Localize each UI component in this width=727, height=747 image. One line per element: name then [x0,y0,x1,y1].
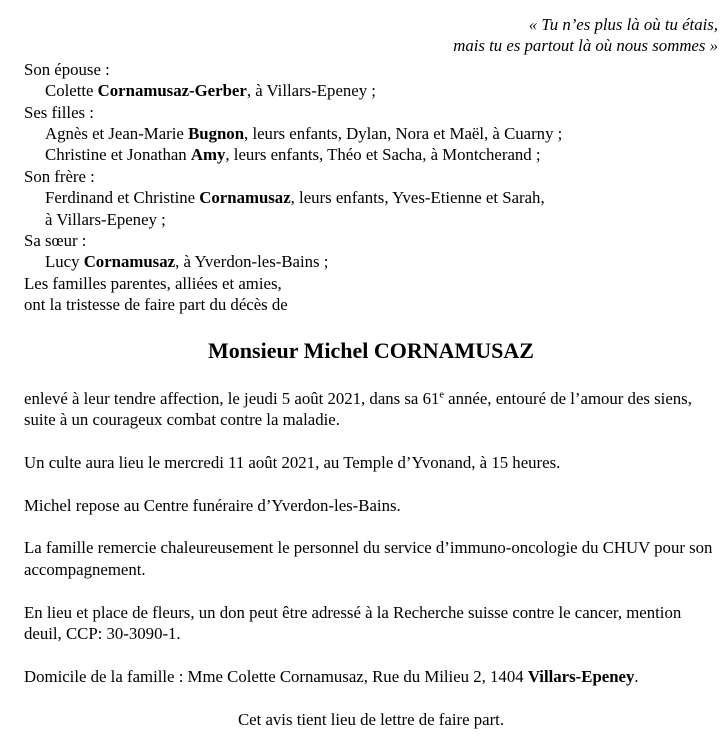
text: Un culte aura lieu le mercredi 11 août 2021, au Temple d’Yvonand, à 15 heures. [24,452,561,472]
text: , à Villars-Epeney ; [246,81,376,101]
text: à Villars-Epeney ; [45,209,166,229]
family-line [24,187,718,208]
bold-text: Amy [190,145,226,165]
text: ont la tristesse de faire part du décès de [24,295,288,315]
bold-text: Cornamusaz [199,188,291,208]
epigraph [24,14,718,57]
text: Agnès et Jean-Marie [45,124,189,144]
family-line [24,294,718,315]
notice-body [24,388,718,688]
text: Son frère : [24,166,95,186]
paragraph [24,452,718,473]
family-line [24,166,718,187]
text: En lieu et place de fleurs, un don peut être adressé à la Recherche suisse contre le cancer, mention deuil, CCP: 30-3090-1. [24,602,682,644]
text: Ses filles : [24,102,94,122]
text: Sa sœur : [24,231,87,251]
family-line [24,59,718,80]
text: . [634,666,639,686]
bold-text: Villars-Epeney [527,666,635,686]
family-line [24,102,718,123]
bold-text: Cornamusaz-Gerber [97,81,247,101]
text: Colette [45,81,98,101]
text: Les familles parentes, alliées et amies, [24,273,282,293]
family-line [24,144,718,165]
text: année, entouré de l’amour des siens, suite à un courageux combat contre la maladie. [24,388,692,430]
text: Christine et Jonathan [45,145,191,165]
text: Domicile de la famille : Mme Colette Cornamusaz, Rue du Milieu 2, 1404 [24,666,528,686]
epigraph-line-1: « Tu n’es plus là où tu étais, [528,15,718,34]
deceased-name-title: Monsieur Michel CORNAMUSAZ [208,337,534,363]
text: Michel repose au Centre funéraire d’Yverdon-les-Bains. [24,495,401,515]
closing-line: Cet avis tient lieu de lettre de faire part. [237,709,505,729]
bold-text: Bugnon [188,124,245,144]
text: , leurs enfants, Dylan, Nora et Maël, à Cuarny ; [244,124,563,144]
family-line [24,230,718,251]
family-line [24,123,718,144]
paragraph [24,602,718,645]
text: enlevé à leur tendre affection, le jeudi 5 août 2021, dans sa 61 [24,388,440,408]
family-line [24,80,718,101]
epigraph-line-2: mais tu es partout là où nous sommes » [453,36,718,56]
paragraph [24,495,718,516]
paragraph [24,666,718,687]
text: Son épouse : [24,59,110,79]
text: Ferdinand et Christine [45,188,200,208]
family-list [24,59,718,316]
family-line [24,209,718,230]
text: , à Yverdon-les-Bains ; [175,252,329,272]
family-line [24,273,718,294]
paragraph [24,537,718,580]
text: , leurs enfants, Théo et Sacha, à Montcherand ; [225,145,541,165]
superscript-text: e [439,389,444,401]
bold-text: Cornamusaz [83,252,176,272]
text: La famille remercie chaleureusement le personnel du service d’immuno-oncologie du CHUV pour son accompagnement. [24,538,713,579]
text: , leurs enfants, Yves-Etienne et Sarah, [290,188,545,208]
paragraph [24,388,718,431]
family-line [24,251,718,272]
text: Lucy [45,252,84,272]
